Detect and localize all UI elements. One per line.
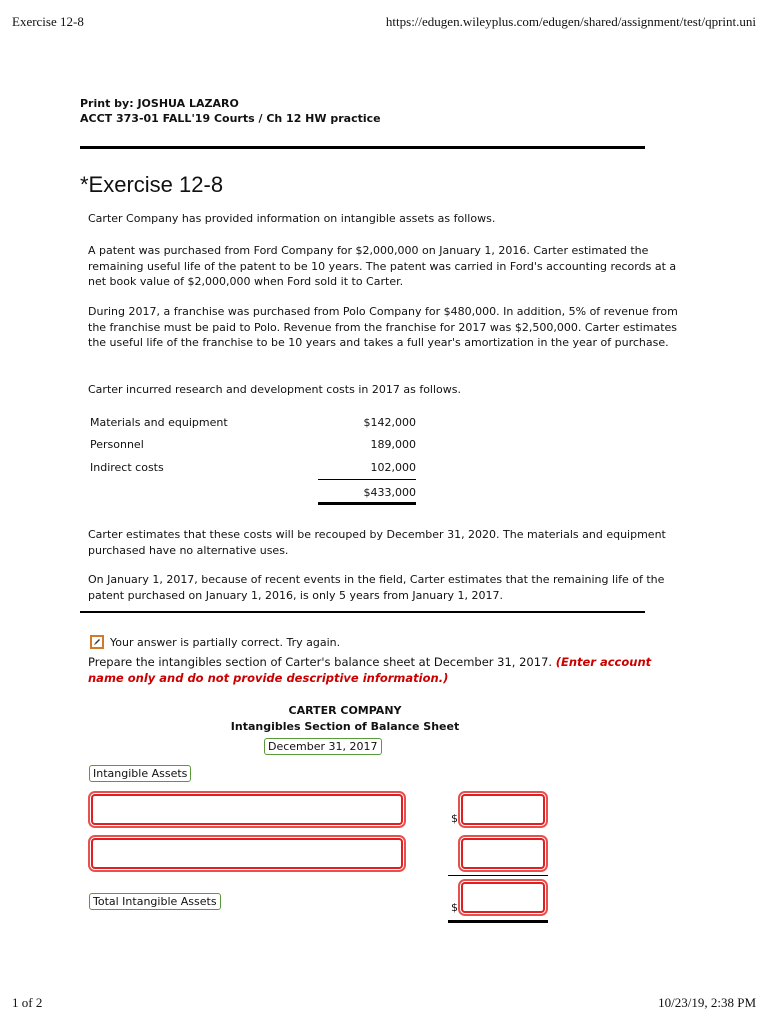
cost-value-materials: $142,000 <box>363 416 416 429</box>
paragraph-rd-intro: Carter incurred research and development costs in 2017 as follows. <box>88 383 461 396</box>
dollar-sign-1: $ <box>451 812 458 825</box>
paragraph-recoup: Carter estimates that these costs will be recouped by December 31, 2020. The materials and equipment purchased have no alternative uses. <box>88 528 666 557</box>
course-title: ACCT 373-01 FALL'19 Courts / Ch 12 HW practice <box>80 112 381 125</box>
exercise-title: *Exercise 12-8 <box>80 172 224 197</box>
subtotal-line <box>448 875 548 876</box>
paragraph-franchise: During 2017, a franchise was purchased from Polo Company for $480,000. In addition, 5% of revenue from the franchise must be paid to Polo. Revenue from the franchise for 2017 was $2,500,000. Carter estimates the useful life of the franchise to be 10 years and takes a full year's amortization in the year of purchase. <box>88 305 678 349</box>
dollar-sign-total: $ <box>451 901 458 914</box>
cost-label-materials: Materials and equipment <box>90 416 228 429</box>
print-info <box>80 96 381 126</box>
feedback-text: Your answer is partially correct. Try again. <box>110 635 341 649</box>
top-divider <box>80 146 645 149</box>
account-name-input-2[interactable] <box>91 838 403 869</box>
intangible-assets-label-field[interactable]: Intangible Assets <box>89 765 191 782</box>
paragraph-intro: Carter Company has provided information on intangible assets as follows. <box>88 212 496 225</box>
statement-title: Intangibles Section of Balance Sheet <box>230 720 460 733</box>
prompt-text: Prepare the intangibles section of Carter's balance sheet at December 31, 2017. <box>88 655 556 669</box>
print-footer-page: 1 of 2 <box>12 995 43 1010</box>
print-header-title: Exercise 12-8 <box>12 14 84 29</box>
total-intangible-assets-field[interactable]: Total Intangible Assets <box>89 893 221 910</box>
amount-input-1[interactable] <box>461 794 545 825</box>
print-header-url: https://edugen.wileyplus.com/edugen/shared/assignment/test/qprint.uni <box>385 14 756 29</box>
subtotal-rule <box>318 479 416 480</box>
feedback-message <box>90 635 340 649</box>
cost-label-indirect: Indirect costs <box>90 461 164 474</box>
total-amount-input[interactable] <box>461 882 545 913</box>
amount-input-2[interactable] <box>461 838 545 869</box>
cost-total: $433,000 <box>363 486 416 499</box>
company-name: CARTER COMPANY <box>288 704 402 717</box>
question-divider <box>80 611 645 613</box>
total-double-rule <box>318 502 416 505</box>
cost-label-personnel: Personnel <box>90 438 144 451</box>
print-by: Print by: JOSHUA LAZARO <box>80 97 239 110</box>
statement-date-field[interactable]: December 31, 2017 <box>264 738 382 755</box>
cost-value-personnel: 189,000 <box>370 438 416 451</box>
account-name-input-1[interactable] <box>91 794 403 825</box>
paragraph-patent: A patent was purchased from Ford Company for $2,000,000 on January 1, 2016. Carter estimated the remaining useful life of the patent to be 10 years. The patent was carried in Ford's accounting records at a net book value of $2,000,000 when Ford sold it to Carter. <box>88 244 677 288</box>
prompt-note: (Enter account name only and do not provide descriptive information.) <box>88 655 652 685</box>
cost-value-indirect: 102,000 <box>370 461 416 474</box>
pencil-icon <box>90 635 104 649</box>
paragraph-patent-life: On January 1, 2017, because of recent events in the field, Carter estimates that the remaining life of the patent purchased on January 1, 2016, is only 5 years from January 1, 2017. <box>88 573 665 602</box>
print-footer-datetime: 10/23/19, 2:38 PM <box>658 995 756 1010</box>
question-prompt <box>88 655 668 686</box>
total-double-line <box>448 920 548 923</box>
